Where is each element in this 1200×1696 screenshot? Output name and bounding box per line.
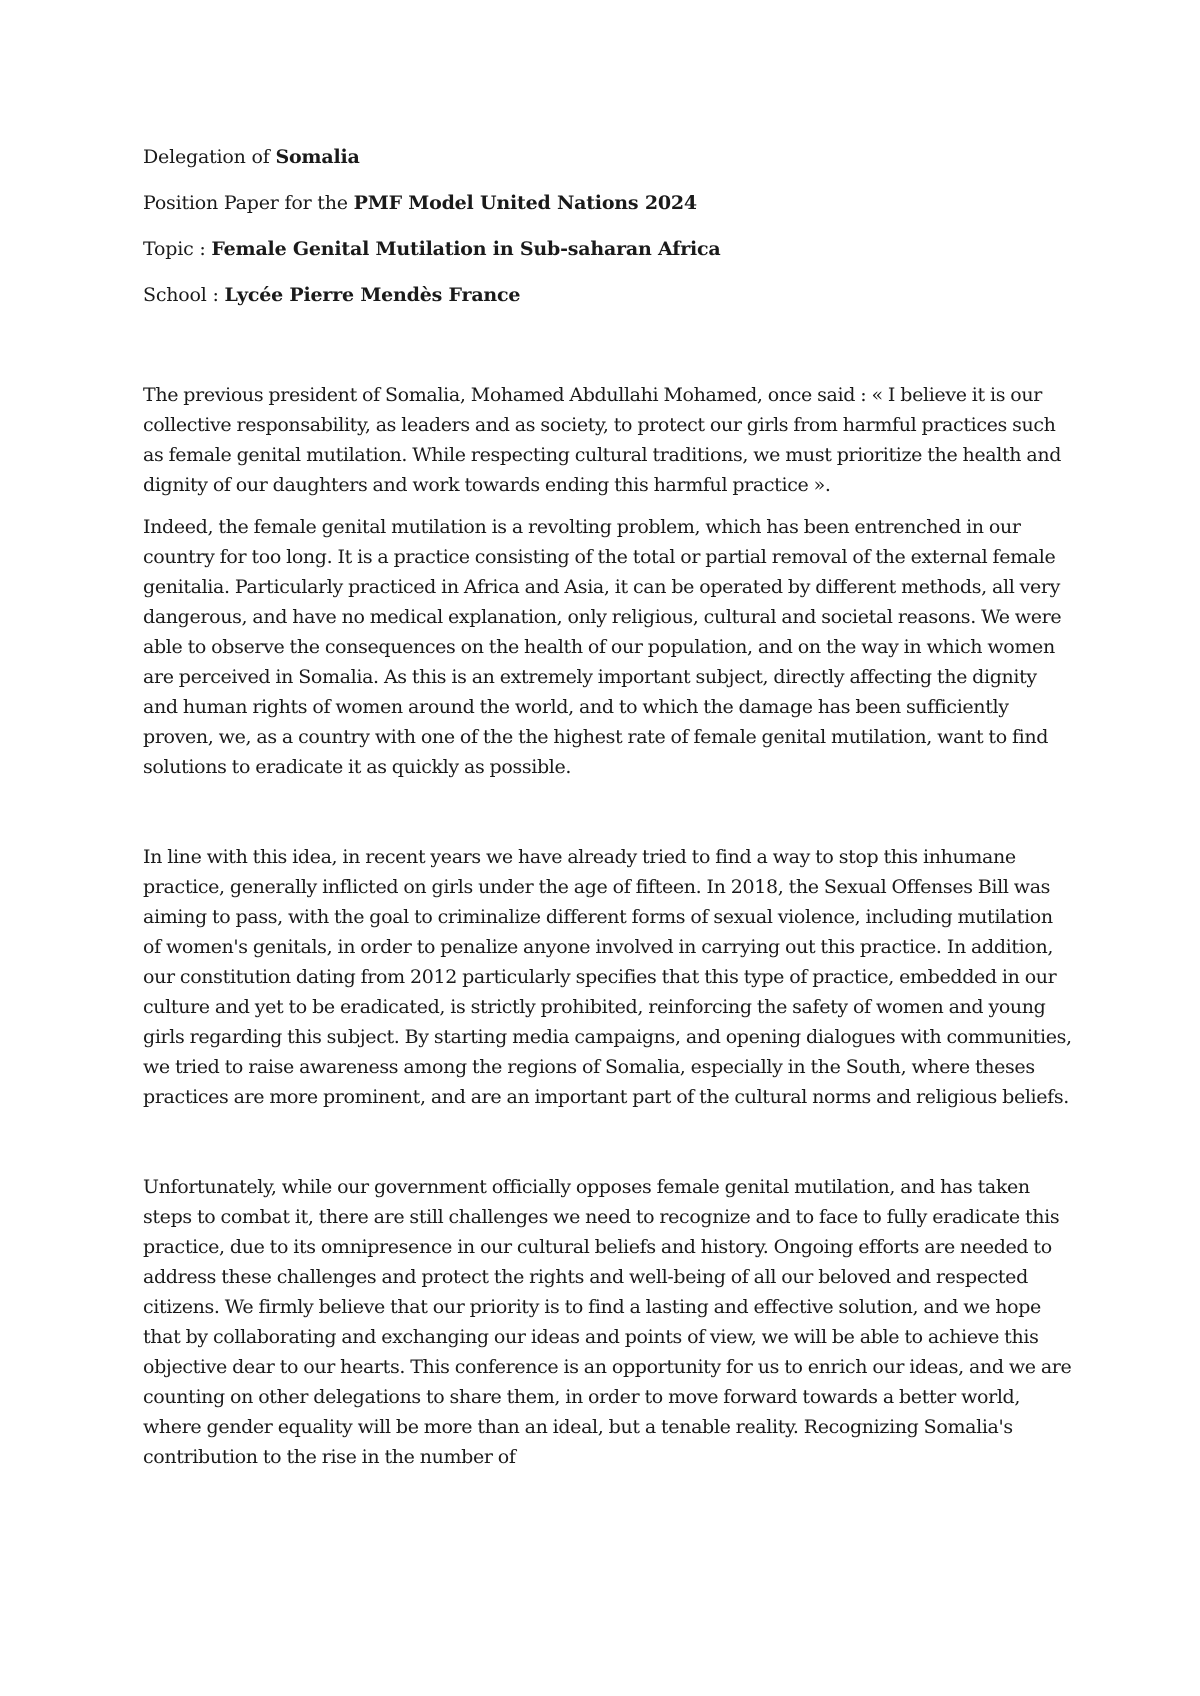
topic-prefix: Topic : — [143, 238, 212, 260]
delegation-prefix: Delegation of — [143, 146, 276, 168]
paragraph-problem: Indeed, the female genital mutilation is a revolting problem, which has been entrenched in our country for too long. It is a practice consisting of the total or partial removal of the external female genitalia. Particularly practiced in Africa and Asia, it can be operated by different methods, all very dangerous, and have no medical explanation, only religious, cultural and societal reasons. We were able to observe the consequences on the health of our population, and on the way in which women are perceived in Somalia. As this is an extremely important subject, directly affecting the dignity and human rights of women around the world, and to which the damage has been sufficiently proven, we, as a country with one of the the highest rate of female genital mutilation, want to find solutions to eradicate it as quickly as possible. — [143, 516, 1062, 778]
paragraph-challenges: Unfortunately, while our government officially opposes female genital mutilation, and has taken steps to combat it, there are still challenges we need to recognize and to face to fully eradicate this practice, due to its omnipresence in our cultural beliefs and history. Ongoing efforts are needed to address these challenges and protect the rights and well-being of all our beloved and respected citizens. We firmly believe that our priority is to find a lasting and effective solution, and we hope that by collaborating and exchanging our ideas and points of view, we will be able to achieve this objective dear to our hearts. This conference is an opportunity for us to enrich our ideas, and we are counting on other delegations to share them, in order to move forward towards a better world, where gender equality will be more than an ideal, but a tenable reality. Recognizing Somalia's contribution to the rise in the number of — [143, 1176, 1072, 1468]
paragraph-past-actions: In line with this idea, in recent years we have already tried to find a way to stop this inhumane practice, generally inflicted on girls under the age of fifteen. In 2018, the Sexual Offenses Bill was aiming to pass, with the goal to criminalize different forms of sexual violence, including mutilation of women's genitals, in order to penalize anyone involved in carrying out this practice. In addition, our constitution dating from 2012 particularly specifies that this type of practice, embedded in our culture and yet to be eradicated, is strictly prohibited, reinforcing the safety of women and young girls regarding this subject. By starting media campaigns, and opening dialogues with communities, we tried to raise awareness among the regions of Somalia, especially in the South, where theses practices are more prominent, and are an important part of the cultural norms and religious beliefs. — [143, 846, 1072, 1108]
delegation-line — [143, 145, 1073, 169]
topic-title: Female Genital Mutilation in Sub-saharan Africa — [211, 238, 721, 260]
delegation-country: Somalia — [275, 146, 360, 168]
school-line — [143, 283, 1073, 307]
school-name: Lycée Pierre Mendès France — [224, 284, 521, 306]
paper-prefix: Position Paper for the — [143, 192, 354, 214]
topic-line — [143, 237, 1073, 261]
school-prefix: School : — [143, 284, 225, 306]
paper-event: PMF Model United Nations 2024 — [353, 192, 697, 214]
document-content — [143, 145, 1073, 1472]
paper-line — [143, 191, 1073, 215]
paragraph-quote: The previous president of Somalia, Mohamed Abdullahi Mohamed, once said : « I believe it is our collective responsability, as leaders and as society, to protect our girls from harmful practices such as female genital mutilation. While respecting cultural traditions, we must prioritize the health and dignity of our daughters and work towards ending this harmful practice ». — [143, 384, 1062, 496]
